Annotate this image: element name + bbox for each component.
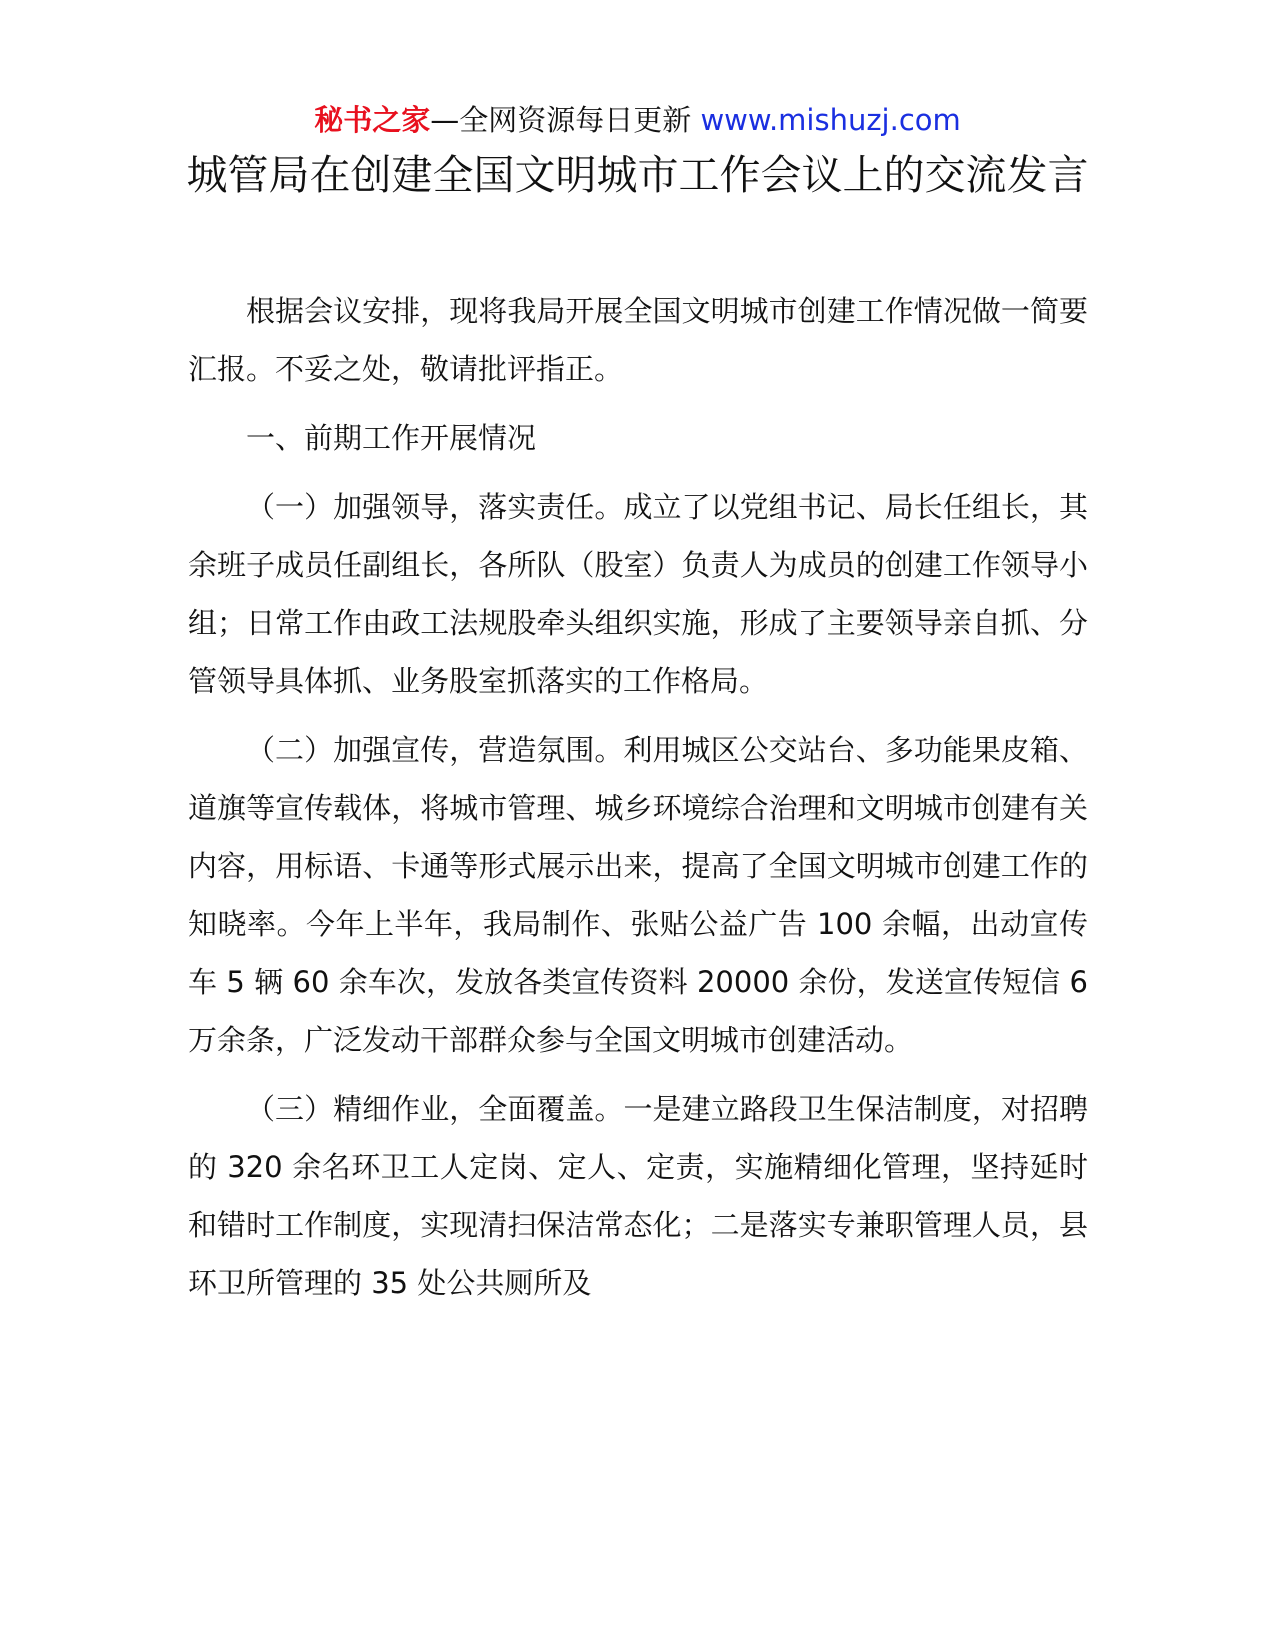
site-tagline: —全网资源每日更新 [430,103,692,137]
intro-paragraph: 根据会议安排，现将我局开展全国文明城市创建工作情况做一简要汇报。不妥之处，敬请批评指正。 [188,294,1088,386]
body-paragraph: （三）精细作业，全面覆盖。一是建立路段卫生保洁制度，对招聘的 320 余名环卫工人定岗、定人、定责，实施精细化管理，坚持延时和错时工作制度，实现清扫保洁常态化；二是落实专兼职管理人员，县环卫所管理的 35 处公共厕所及 [188,1092,1088,1300]
section-heading: 一、前期工作开展情况 [246,421,537,455]
document-body [188,282,1088,1323]
site-brand: 秘书之家 [314,103,431,137]
site-url-link[interactable]: www.mishuzj.com [700,103,961,137]
site-header [0,100,1275,140]
body-paragraph: （二）加强宣传，营造氛围。利用城区公交站台、多功能果皮箱、道旗等宣传载体，将城市管理、城乡环境综合治理和文明城市创建有关内容，用标语、卡通等形式展示出来，提高了全国文明城市创建工作的知晓率。今年上半年，我局制作、张贴公益广告 100 余幅，出动宣传车 5 辆 60 余车次，发放各类宣传资料 20000 余份，发送宣传短信 6 万余条，广泛发动干部群众参与全国文明城市创建活动。 [188,733,1088,1057]
document-title: 城管局在创建全国文明城市工作会议上的交流发言 [186,151,1089,199]
body-paragraph: （一）加强领导，落实责任。成立了以党组书记、局长任组长，其余班子成员任副组长，各所队（股室）负责人为成员的创建工作领导小组；日常工作由政工法规股牵头组织实施，形成了主要领导亲自抓、分管领导具体抓、业务股室抓落实的工作格局。 [188,490,1088,698]
